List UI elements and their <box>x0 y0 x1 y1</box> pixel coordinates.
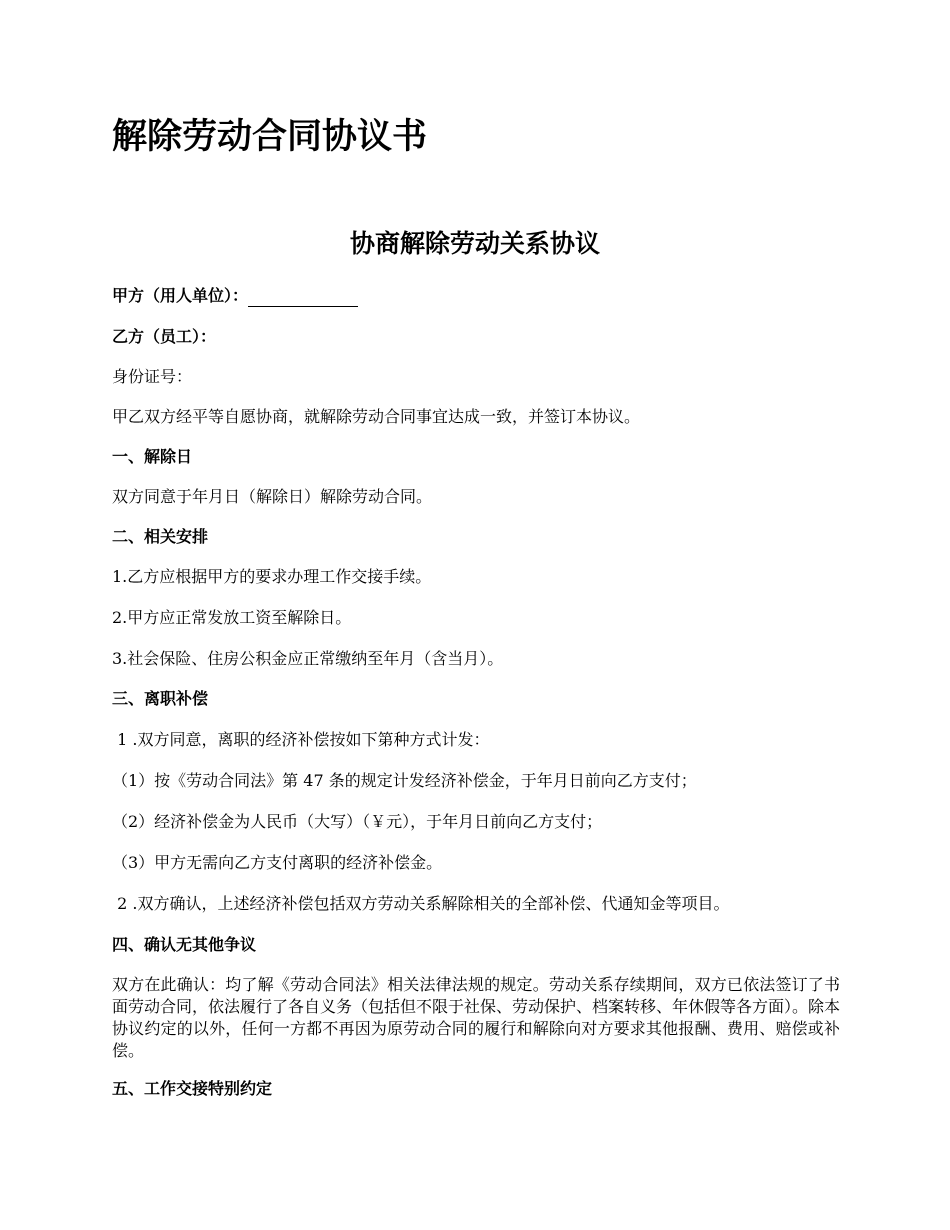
party-a-label: 甲方（用人单位）： <box>112 286 249 305</box>
party-a-line <box>112 285 358 307</box>
section-3-heading: 三、离职补偿 <box>112 689 209 708</box>
section-2-item: 1.乙方应根据甲方的要求办理工作交接手续。 <box>112 567 432 586</box>
section-2-item: 2.甲方应正常发放工资至解除日。 <box>112 608 352 627</box>
agreement-subtitle: 协商解除劳动关系协议 <box>349 229 600 258</box>
id-number-label: 身份证号： <box>112 367 193 386</box>
section-3-item: 1 .双方同意，离职的经济补偿按如下第种方式计发： <box>112 730 490 749</box>
section-3-item: 2 .双方确认，上述经济补偿包括双方劳动关系解除相关的全部补偿、代通知金等项目。 <box>112 894 730 913</box>
section-3-item: （1）按《劳动合同法》第 47 条的规定计发经济补偿金，于年月日前向乙方支付； <box>112 771 697 790</box>
section-1-item: 双方同意于年月日（解除日）解除劳动合同。 <box>112 487 433 506</box>
section-3-item: （2）经济补偿金为人民币（大写）（￥元），于年月日前向乙方支付； <box>112 812 603 831</box>
section-2-item: 3.社会保险、住房公积金应正常缴纳至年月（含当月）。 <box>112 649 504 668</box>
intro-paragraph: 甲乙双方经平等自愿协商，就解除劳动合同事宜达成一致，并签订本协议。 <box>112 407 641 426</box>
party-a-blank <box>248 288 358 307</box>
section-2-heading: 二、相关安排 <box>112 527 209 546</box>
section-1-heading: 一、解除日 <box>112 447 193 466</box>
section-5-heading: 五、工作交接特别约定 <box>112 1079 273 1098</box>
document-title: 解除劳动合同协议书 <box>112 117 428 157</box>
party-b-label: 乙方（员工）： <box>112 327 217 346</box>
section-4-paragraph: 双方在此确认：均了解《劳动合同法》相关法律法规的规定。劳动关系存续期间，双方已依法签订了书面劳动合同，依法履行了各自义务（包括但不限于社保、劳动保护、档案转移、年休假等各方面）。除本协议约定的以外，任何一方都不再因为原劳动合同的履行和解除向对方要求其他报酬、费用、赔偿或补偿。 <box>112 975 841 1060</box>
section-4-heading: 四、确认无其他争议 <box>112 935 257 954</box>
section-3-item: （3）甲方无需向乙方支付离职的经济补偿金。 <box>112 853 443 872</box>
